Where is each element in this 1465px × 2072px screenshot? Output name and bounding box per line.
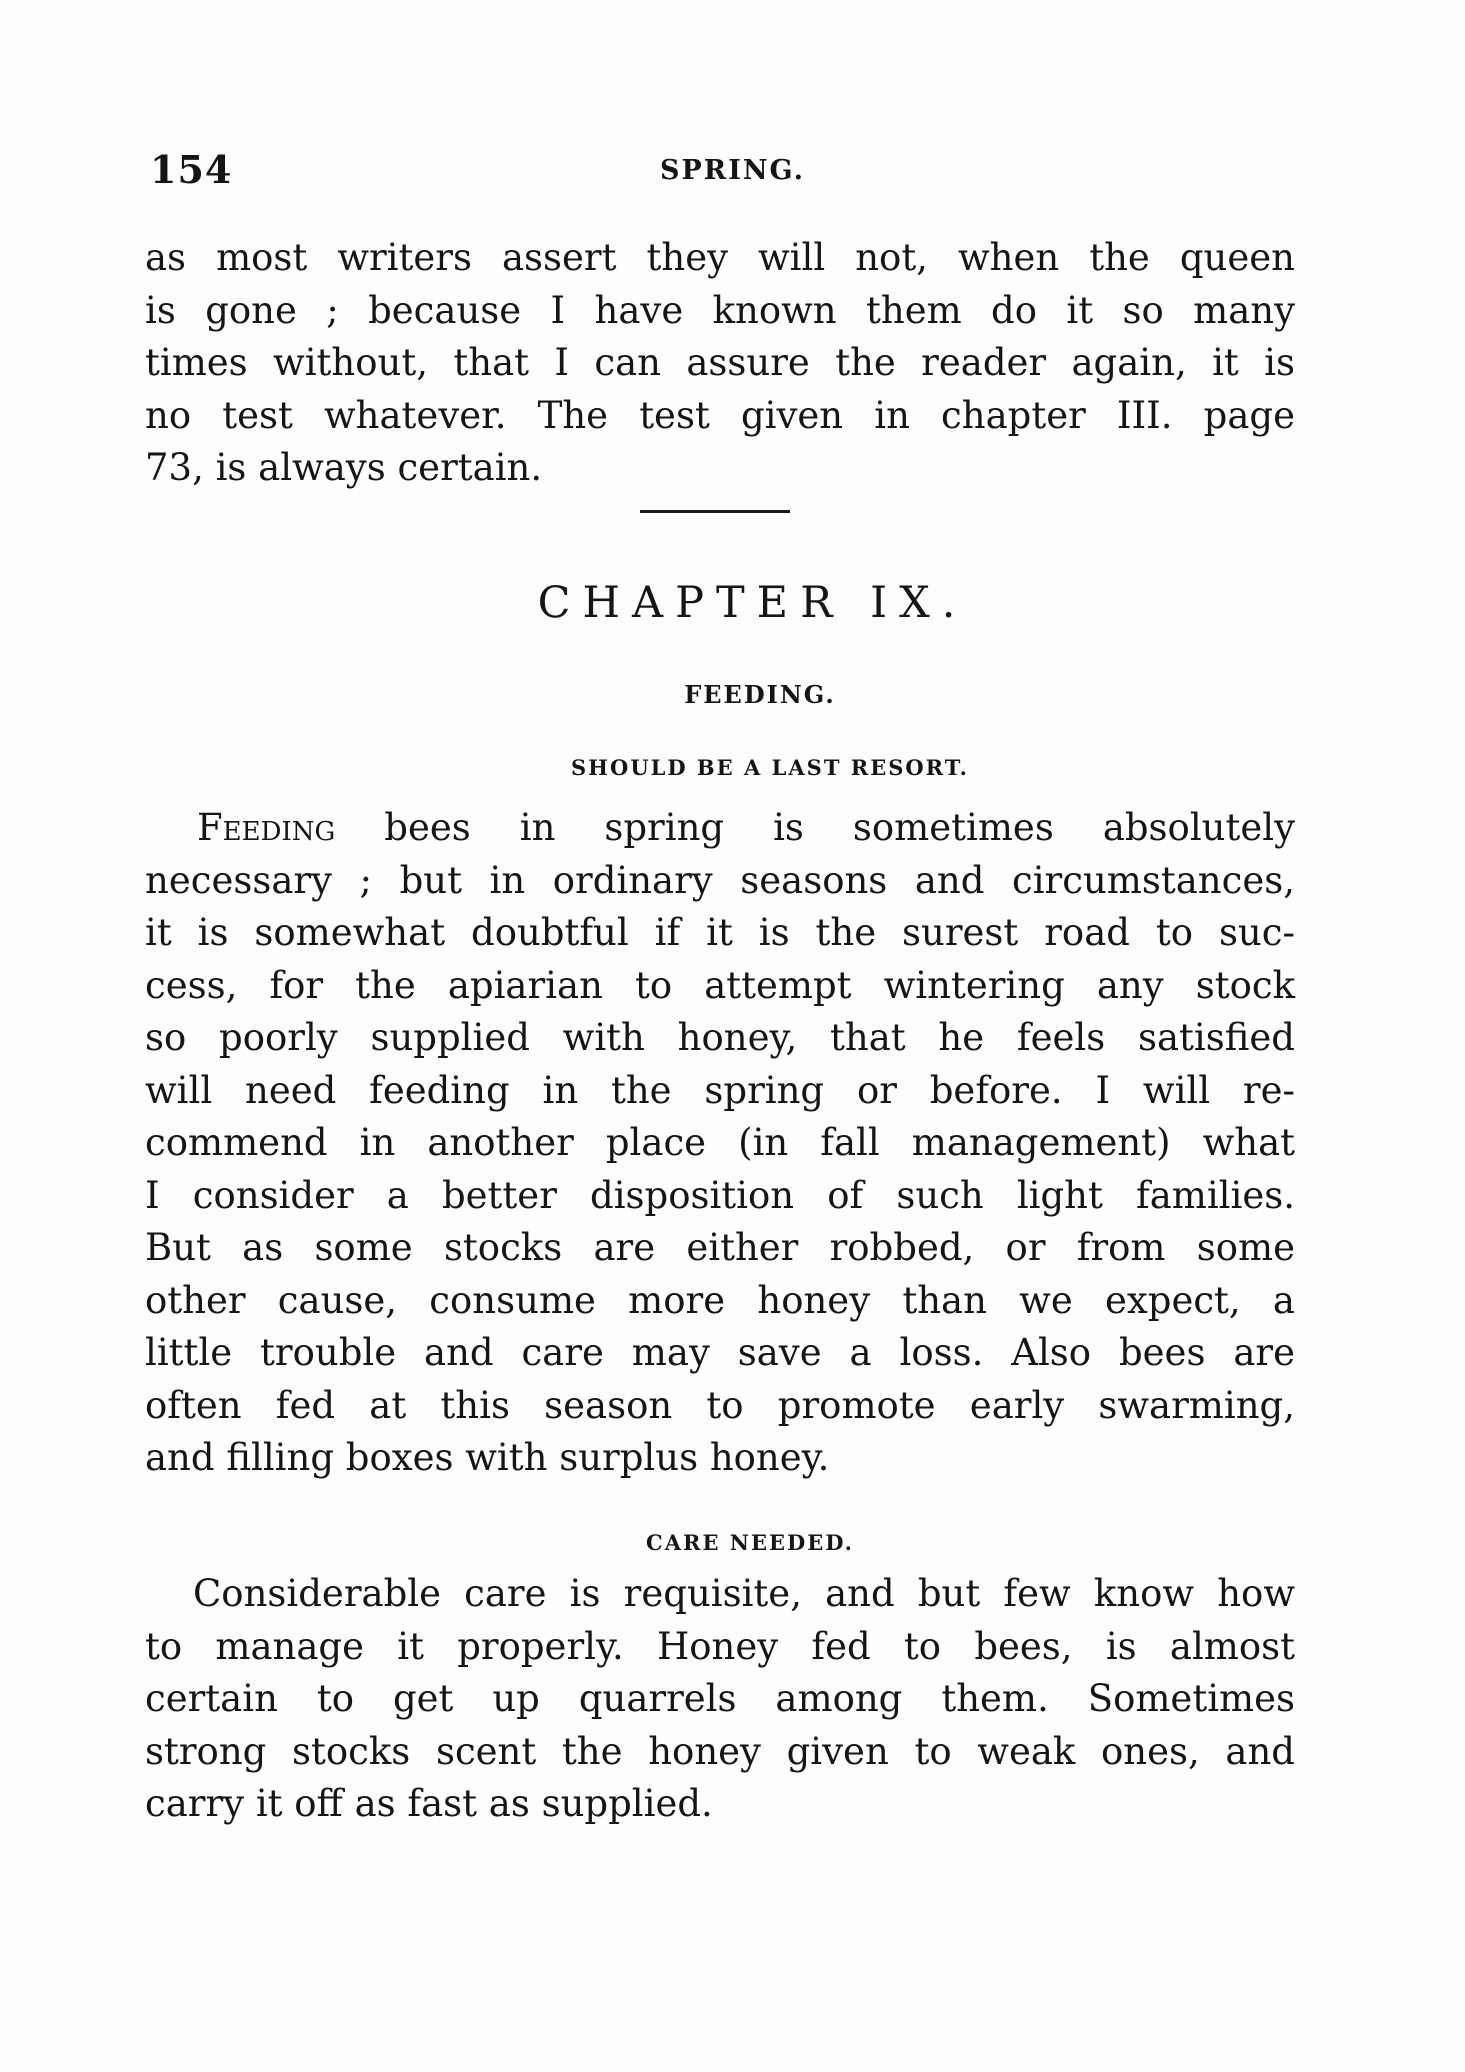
care-paragraph [145, 1568, 1295, 1831]
section-subheading: SHOULD BE A LAST RESORT. [571, 755, 969, 780]
section-divider [640, 510, 790, 513]
text-line: is gone ; because I have known them do it so many [145, 288, 1295, 332]
chapter-title: CHAPTER IX. [537, 578, 968, 628]
line-text: bees in spring is sometimes absolutely [335, 806, 1295, 849]
page-number: 154 [150, 147, 233, 192]
text-line: so poorly supplied with honey, that he feels satisfied [145, 1016, 1295, 1059]
text-line: other cause, consume more honey than we expect, a [145, 1278, 1295, 1322]
text-line: I consider a better disposition of such light families. [145, 1173, 1295, 1217]
text-line: strong stocks scent the honey given to weak ones, and [145, 1729, 1295, 1773]
text-line: cess, for the apiarian to attempt wintering any stock [145, 963, 1295, 1007]
text-line [145, 802, 1295, 855]
text-line: as most writers assert they will not, when the queen [145, 236, 1295, 279]
page-header [150, 147, 1300, 197]
text-line: and filling boxes with surplus honey. [145, 1436, 830, 1479]
running-head: SPRING. [660, 155, 806, 186]
text-line: necessary ; but in ordinary seasons and circumstances, [145, 858, 1295, 902]
text-line: carry it off as fast as supplied. [145, 1782, 713, 1825]
care-subheading: CARE NEEDED. [646, 1530, 854, 1555]
text-line: 73, is always certain. [145, 446, 543, 489]
text-line: times without, that I can assure the reader again, it is [145, 341, 1295, 384]
opening-paragraph [145, 232, 1295, 495]
text-line: commend in another place (in fall management) what [145, 1121, 1295, 1164]
text-line: will need feeding in the spring or before. I will re- [145, 1068, 1295, 1112]
text-line: little trouble and care may save a loss. Also bees are [145, 1331, 1295, 1374]
text-line: But as some stocks are either robbed, or from some [145, 1226, 1295, 1269]
text-line: to manage it properly. Honey fed to bees, is almost [145, 1624, 1295, 1668]
text-line: it is somewhat doubtful if it is the surest road to suc- [145, 911, 1295, 954]
chapter-subject: FEEDING. [684, 680, 836, 709]
text-line: Considerable care is requisite, and but few know how [193, 1572, 1295, 1615]
text-line: no test whatever. The test given in chapter III. page [145, 393, 1295, 437]
feeding-paragraph [145, 802, 1295, 1485]
lead-word: Feeding [197, 806, 336, 849]
text-line: certain to get up quarrels among them. Sometimes [145, 1677, 1295, 1720]
text-line: often fed at this season to promote early swarming, [145, 1383, 1295, 1427]
